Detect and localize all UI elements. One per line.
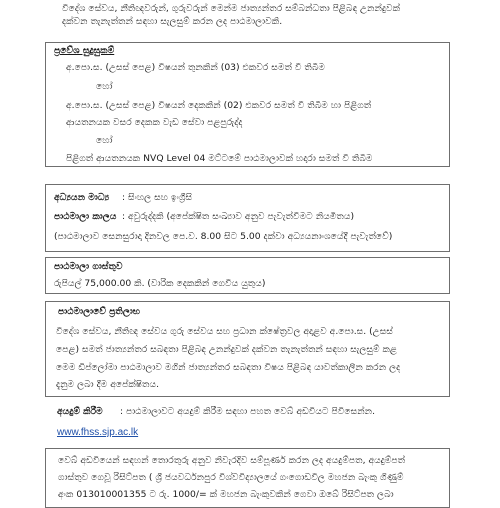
- benefits-box: [45, 301, 450, 397]
- fee-box: [45, 257, 450, 294]
- requirement-2-cont: ආයතනයක වසර දෙකක වැඩ සේවා පළපුරුද්ද: [66, 117, 243, 128]
- fee-value: රුපියල් 75,000.00 කි. (වාරික දෙකකින් ගෙවිය යුතුය): [54, 278, 266, 289]
- benefits-line-4: දැනුම ලබා දීම අපේක්ෂිතය.: [56, 379, 159, 390]
- requirement-2: අ.පො.ස. (උසස් පෙළ) විෂයන් දෙකකින් (02) එකවර සමත් වී තිබීම හා පිළිගත්: [66, 100, 372, 111]
- apply-label: අයදුම් කිරීම: [57, 406, 103, 417]
- requirements-box: [45, 42, 450, 167]
- benefits-line-1: විදේශ සේවය, නීතිඥ සේවය ගුරු සේවය සහ ප්‍රධාන ක්ෂේත්‍රවල අදාළව අ.පො.ස. (උසස්: [56, 326, 393, 337]
- website-link[interactable]: www.fhss.sjp.ac.lk: [57, 427, 139, 438]
- requirement-or-2: හෝ: [96, 135, 113, 146]
- medium-label: අධ්‍යයන මාධ්‍ය: [54, 192, 110, 203]
- benefits-heading: පාඨමාලාවේ ප්‍රතිලාභ: [58, 306, 141, 317]
- requirement-1: අ.පො.ස. (උසස් පෙළ) විෂයන් තුනකින් (03) එකවර සමත් වී තිබීම: [66, 62, 326, 73]
- benefits-line-2: පෙළ) සමත් ජාත්‍යන්තර සබඳතා පිළිබඳ උනන්දුවක් දක්වන තැනැත්තන් සඳහා සැලසුම් කළ: [56, 344, 398, 355]
- intro-line-1: විදේශ සේවය, නීතිඥවරුන්, ගුරුවරුන් මෙන්ම ජාත්‍යන්තර සම්බන්ධතා පිළිබඳ උනන්දුවක්: [62, 3, 401, 14]
- duration-value: : අවුරුද්දකි (අපේක්ෂිත සංඛ්‍යාව අනුව පැවැත්වීමට නියමිතය): [122, 211, 355, 222]
- fee-heading: පාඨමාලා ගාස්තුව: [54, 261, 123, 272]
- requirement-3: පිළිගත් ආයතනයක NVQ Level 04 මට්ටමේ පාඨමාලාවක් හදාරා සමත් වී තිබීම: [66, 153, 373, 164]
- footer-line-1: වෙබ් අඩවියෙන් සඳහන් තොරතුරු අනුව නිවැරදිව සම්පූර්ණ කරන ලද අයදුම්පත, අයදුම්පත්: [58, 455, 406, 466]
- medium-value: : සිංහල සහ ඉංග්‍රීසි: [122, 192, 193, 203]
- footer-box: [45, 448, 450, 508]
- apply-text: : පාඨමාලාවට අයදුම් කිරීම සඳහා පහත වෙබ් අඩවියට පිවිසෙන්න.: [120, 406, 376, 417]
- footer-line-3: අංක 013010001355 ට රු. 1000/= ක් මහජන බැංකුවකින් ගෙවා ඔබේ රිසිට්පත ලබා: [58, 489, 394, 500]
- medium-box: [45, 184, 450, 252]
- duration-label: පාඨමාලා කාලය: [54, 211, 117, 222]
- benefits-line-3: මෙම ඩිප්ලෝමා පාඨමාලාව මගින් ජාත්‍යන්තර සබඳතා විෂය පිළිබඳ යාවත්කාලීන කරන ලද: [56, 362, 401, 373]
- footer-line-2: ගාස්තුව ගෙවූ රිසිට්පත ( ශ්‍රී ජයවර්ධනපුර විශ්වවිද්‍යාලයේ ගංගොඩවිල මහජන බැංකු ගිණුම්: [58, 472, 404, 483]
- requirement-or-1: හෝ: [96, 81, 113, 92]
- requirements-heading: ප්‍රවේශ සුදුසුකම්: [54, 45, 115, 56]
- intro-line-2: දක්වන තැනැත්තන් සඳහා සැලසුම් කරන ලද පාඨමාලාවකි.: [62, 16, 283, 27]
- schedule-note: (පාඨමාලාව සෙනසුරාදා දිනවල පෙ.ව. 8.00 සිට 5.00 දක්වා අධ්‍යයනාංශයේදී පැවැත්වේ): [54, 231, 393, 242]
